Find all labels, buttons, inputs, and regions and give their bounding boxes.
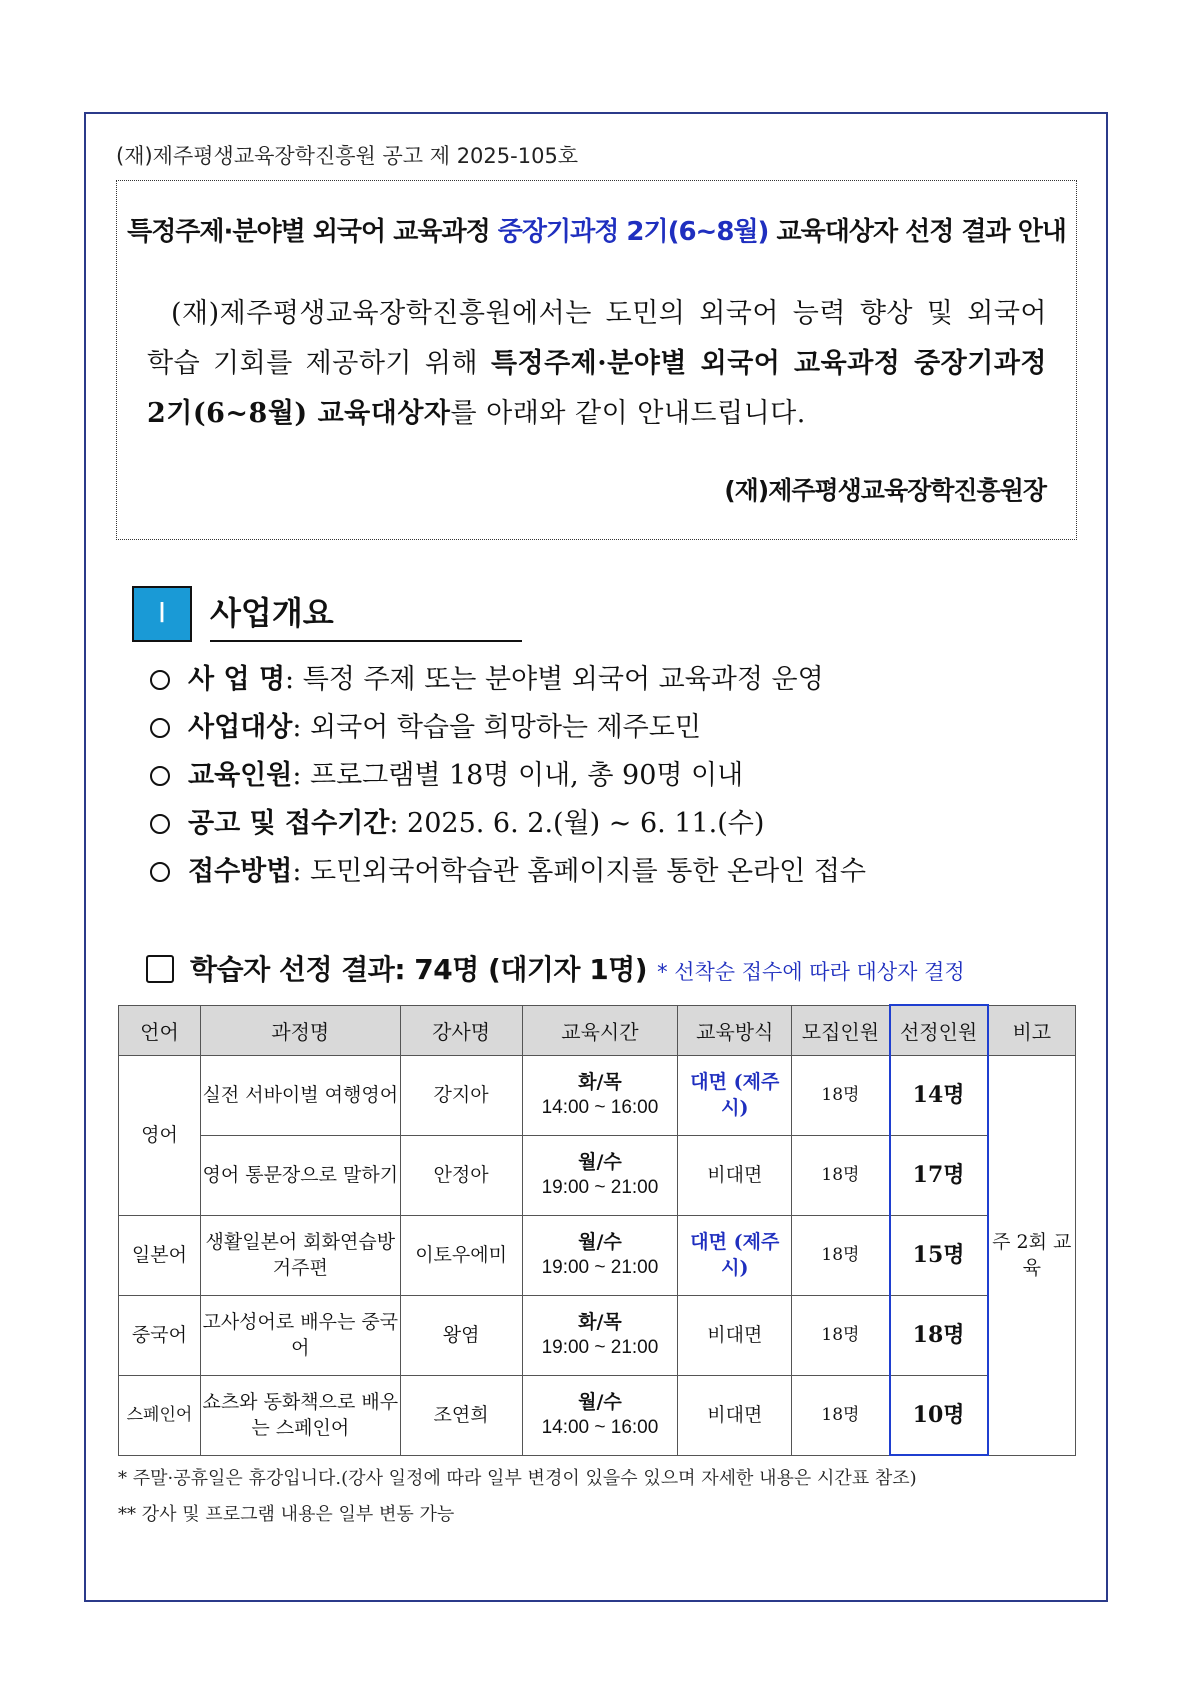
hours-text: 14:00 ~ 16:00	[541, 1417, 659, 1438]
teacher-cell: 이토우에미	[400, 1215, 522, 1295]
quota-cell: 18명	[792, 1055, 890, 1135]
checkbox-icon	[146, 955, 174, 983]
notice-body-part1: (재)제주평생교육장학진흥원에서는 도민의 외국어 능력 향상 및 외국어 학습 기회를 제공하기 위해	[147, 298, 1047, 379]
circle-bullet-icon	[150, 862, 170, 882]
method-cell: 대면 (제주시)	[678, 1215, 792, 1295]
header-cell: 과정명	[200, 1005, 400, 1055]
selected-cell: 15명	[890, 1215, 988, 1295]
notice-body-part2: 를 아래와 같이 안내드립니다.	[450, 398, 806, 429]
method-cell: 비대면	[678, 1135, 792, 1215]
hours-text: 19:00 ~ 21:00	[541, 1257, 659, 1278]
selected-cell: 14명	[890, 1055, 988, 1135]
time-cell	[522, 1375, 678, 1455]
list-item	[150, 704, 1050, 752]
list-item	[150, 800, 1050, 848]
teacher-cell: 왕염	[400, 1295, 522, 1375]
circle-bullet-icon	[150, 766, 170, 786]
selected-cell: 10명	[890, 1375, 988, 1455]
item-value: : 특정 주제 또는 분야별 외국어 교육과정 운영	[285, 664, 824, 695]
days-text: 화/목	[578, 1311, 622, 1333]
item-value: : 외국어 학습을 희망하는 제주도민	[292, 712, 701, 743]
header-cell: 강사명	[400, 1005, 522, 1055]
notice-title-highlight: 중장기과정 2기(6~8월)	[497, 217, 769, 247]
hours-text: 14:00 ~ 16:00	[541, 1097, 659, 1118]
table-row	[119, 1295, 1076, 1375]
notice-title-part1: 특정주제·분야별 외국어 교육과정	[127, 217, 498, 247]
method-cell: 비대면	[678, 1295, 792, 1375]
language-cell: 중국어	[119, 1295, 201, 1375]
language-cell: 일본어	[119, 1215, 201, 1295]
item-label: 공고 및 접수기간	[188, 808, 390, 839]
item-label: 접수방법	[188, 856, 293, 887]
hours-text: 19:00 ~ 21:00	[541, 1177, 659, 1198]
time-cell	[522, 1295, 678, 1375]
days-text: 화/목	[578, 1071, 622, 1093]
time-cell	[522, 1215, 678, 1295]
section1-title: 사업개요	[210, 588, 522, 642]
notice-title	[117, 211, 1076, 248]
table-header-row	[119, 1005, 1076, 1055]
list-item	[150, 656, 1050, 704]
section2-heading	[146, 948, 965, 988]
course-cell: 쇼츠와 동화책으로 배우는 스페인어	[200, 1375, 400, 1455]
quota-cell: 18명	[792, 1295, 890, 1375]
header-cell: 교육방식	[678, 1005, 792, 1055]
quota-cell: 18명	[792, 1135, 890, 1215]
language-cell: 스페인어	[119, 1375, 201, 1455]
course-cell: 실전 서바이벌 여행영어	[200, 1055, 400, 1135]
result-table	[118, 1004, 1076, 1456]
notice-title-part2: 교육대상자 선정 결과 안내	[768, 217, 1066, 247]
language-cell: 영어	[119, 1055, 201, 1215]
list-item	[150, 848, 1050, 896]
list-item	[150, 752, 1050, 800]
table-row	[119, 1055, 1076, 1135]
time-cell	[522, 1135, 678, 1215]
notice-body	[147, 289, 1047, 439]
method-cell: 비대면	[678, 1375, 792, 1455]
header-cell: 모집인원	[792, 1005, 890, 1055]
item-label: 사 업 명	[188, 664, 286, 695]
circle-bullet-icon	[150, 814, 170, 834]
hours-text: 19:00 ~ 21:00	[541, 1337, 659, 1358]
quota-cell: 18명	[792, 1215, 890, 1295]
days-text: 월/수	[578, 1391, 622, 1413]
header-cell: 선정인원	[890, 1005, 988, 1055]
item-value: : 도민외국어학습관 홈페이지를 통한 온라인 접수	[292, 856, 866, 887]
item-label: 사업대상	[188, 712, 293, 743]
table-row	[119, 1215, 1076, 1295]
quota-cell: 18명	[792, 1375, 890, 1455]
days-text: 월/수	[578, 1231, 622, 1253]
table-row	[119, 1135, 1076, 1215]
notice-signature: (재)제주평생교육장학진흥원장	[724, 476, 1046, 505]
header-cell: 언어	[119, 1005, 201, 1055]
teacher-cell: 안정아	[400, 1135, 522, 1215]
footnote-1: * 주말·공휴일은 휴강입니다.(강사 일정에 따라 일부 변경이 있을수 있으며 자세한 내용은 시간표 참조)	[118, 1468, 917, 1489]
item-label: 교육인원	[188, 760, 293, 791]
section1-list	[150, 656, 1050, 896]
footnote-2: ** 강사 및 프로그램 내용은 일부 변동 가능	[118, 1504, 455, 1525]
notice-number: (재)제주평생교육장학진흥원 공고 제 2025-105호	[116, 144, 579, 168]
remark-cell: 주 2회 교육	[988, 1055, 1076, 1455]
item-value: : 2025. 6. 2.(월) ~ 6. 11.(수)	[389, 808, 765, 839]
course-cell: 고사성어로 배우는 중국어	[200, 1295, 400, 1375]
teacher-cell: 조연희	[400, 1375, 522, 1455]
selected-cell: 17명	[890, 1135, 988, 1215]
section2-title: 학습자 선정 결과: 74명 (대기자 1명)	[190, 953, 648, 986]
teacher-cell: 강지아	[400, 1055, 522, 1135]
circle-bullet-icon	[150, 718, 170, 738]
section2-note: * 선착순 접수에 따라 대상자 결정	[657, 960, 965, 984]
section1-number-badge: Ⅰ	[132, 586, 192, 642]
item-value: : 프로그램별 18명 이내, 총 90명 이내	[292, 760, 744, 791]
time-cell	[522, 1055, 678, 1135]
header-cell: 교육시간	[522, 1005, 678, 1055]
course-cell: 영어 통문장으로 말하기	[200, 1135, 400, 1215]
notice-body-bold: 특정주제·분야별 외국어 교육과정 중장기과정 2기(6~8월) 교육대상자	[147, 348, 1047, 429]
selected-cell: 18명	[890, 1295, 988, 1375]
days-text: 월/수	[578, 1151, 622, 1173]
circle-bullet-icon	[150, 670, 170, 690]
method-cell: 대면 (제주시)	[678, 1055, 792, 1135]
table-row	[119, 1375, 1076, 1455]
course-cell: 생활일본어 회화연습방 거주편	[200, 1215, 400, 1295]
notice-box	[116, 180, 1077, 540]
header-cell: 비고	[988, 1005, 1076, 1055]
